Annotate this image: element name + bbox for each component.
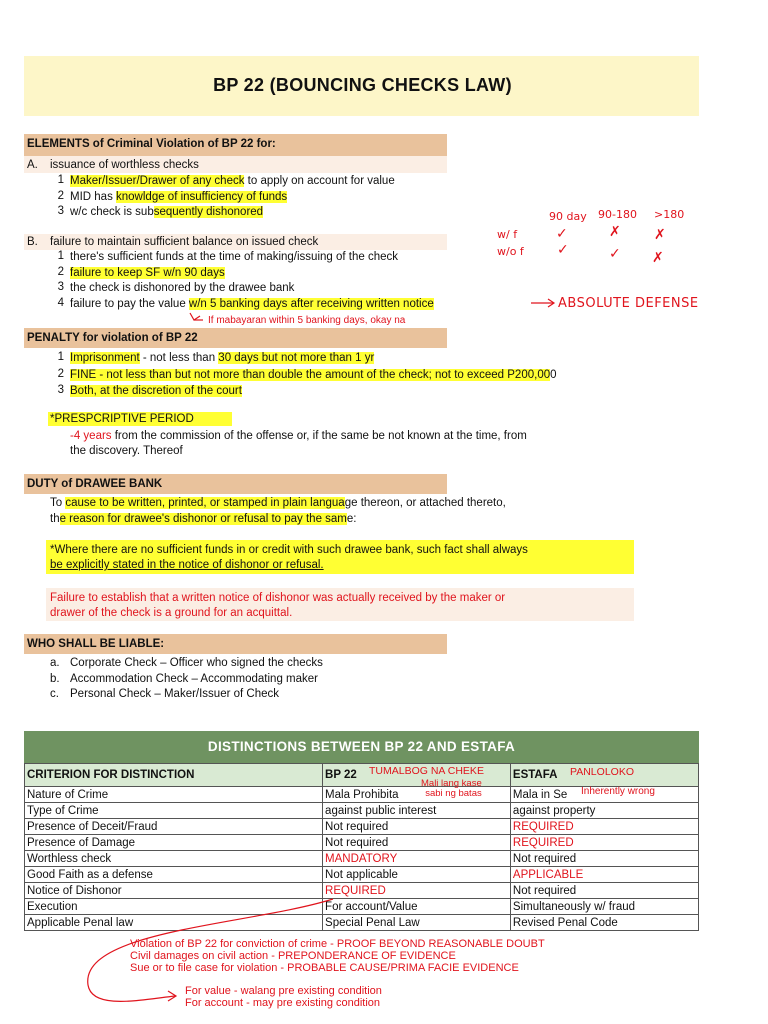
elements-a-text: issuance of worthless checks	[50, 159, 199, 171]
header-criterion: CRITERION FOR DISTINCTION	[25, 764, 323, 787]
execution-arrowhead	[168, 991, 176, 1001]
estafa-cell: REQUIRED	[510, 819, 698, 835]
grid-mark-r2c2: ✓	[609, 246, 621, 262]
criterion-cell: Applicable Penal law	[25, 915, 323, 931]
bp22-cell: Not applicable	[323, 867, 511, 883]
evidence-note: Sue or to file case for violation - PROBABLE CAUSE/PRIMA FACIE EVIDENCE	[130, 962, 519, 974]
duty-header: DUTY of DRAWEE BANK	[24, 474, 447, 494]
grid-row-2-label: w/o f	[497, 245, 524, 258]
elements-b-text: there's sufficient funds at the time of making/issuing of the check	[70, 251, 398, 263]
elements-a-label: A.	[27, 159, 38, 171]
elements-a-highlight: sequently dishonored	[153, 206, 264, 218]
duty-line-1-post: ge thereon, or attached thereto,	[344, 497, 506, 509]
elements-a-number: 3	[57, 205, 64, 217]
estafa-cell: APPLICABLE	[510, 867, 698, 883]
elements-b-item	[70, 297, 434, 311]
criterion-cell: Notice of Dishonor	[25, 883, 323, 899]
elements-b-number: 1	[57, 250, 64, 262]
table-row	[25, 819, 699, 835]
duty-line-2-post: e:	[346, 513, 357, 525]
liable-item: Accommodation Check – Accommodating maker	[70, 672, 318, 685]
table-row	[25, 803, 699, 819]
estafa-cell: Not required	[510, 851, 698, 867]
bp22-cell: Mala Prohibita	[323, 787, 511, 803]
grid-mark-r1c2: ✗	[609, 224, 621, 240]
absolute-defense-note: ABSOLUTE DEFENSE	[558, 296, 699, 311]
elements-a-item	[70, 174, 395, 188]
penalty-text: - not less than	[139, 352, 219, 364]
criterion-cell: Nature of Crime	[25, 787, 323, 803]
elements-b-text: the check is dishonored by the drawee bank	[70, 282, 295, 294]
liable-letter: a.	[50, 657, 60, 669]
elements-a-text: to apply on account for value	[244, 175, 395, 187]
bp22-cell: Not required	[323, 835, 511, 851]
bp22-cell: REQUIRED	[323, 883, 511, 899]
elements-a-highlight: knowldge of insufficiency of funds	[116, 190, 288, 203]
penalty-text: 0	[550, 368, 557, 381]
five-days-arrowhead	[190, 313, 200, 320]
duty-note-2-line-2: drawer of the check is a ground for an acquittal.	[50, 607, 293, 619]
prescriptive-label: *PRESPCRIPTIVE PERIOD	[48, 412, 232, 426]
elements-a-item	[70, 190, 287, 204]
duty-line-1-pre: To	[50, 497, 66, 509]
table-row	[25, 851, 699, 867]
elements-b-highlight: w/n 5 banking days after receiving written notice	[188, 297, 434, 310]
penalty-header: PENALTY for violation of BP 22	[24, 328, 447, 348]
criterion-cell: Type of Crime	[25, 803, 323, 819]
liable-item: Personal Check – Maker/Issuer of Check	[70, 688, 280, 700]
duty-note-2-line-1: Failure to establish that a written notice of dishonor was actually received by the maker or	[50, 592, 506, 604]
grid-mark-r1c3: ✗	[654, 227, 666, 243]
elements-b-text: failure to maintain sufficient balance on issued check	[50, 236, 319, 248]
grid-mark-r2c3: ✗	[652, 250, 664, 266]
criterion-cell: Presence of Damage	[25, 835, 323, 851]
prescriptive-text-1: from the commission of the offense or, if the same be not known at the time, from	[111, 430, 527, 442]
duty-line-1-highlight: cause to be written, printed, or stamped in plain langua	[65, 497, 345, 509]
five-days-note: If mabayaran within 5 banking days, okay na	[208, 315, 406, 326]
elements-b-number: 2	[57, 265, 64, 278]
penalty-highlight: 30 days but not more than 1 yr	[218, 352, 375, 364]
prescriptive-years: -4 years	[70, 430, 112, 442]
table-row	[25, 915, 699, 931]
criterion-cell: Worthless check	[25, 851, 323, 867]
liable-letter: c.	[50, 688, 59, 700]
criterion-cell: Good Faith as a defense	[25, 867, 323, 883]
estafa-cell: Simultaneously w/ fraud	[510, 899, 698, 915]
elements-a-text: MID has	[70, 190, 117, 203]
elements-a-highlight: Maker/Issuer/Drawer of any check	[70, 175, 245, 187]
elements-b-text: failure to pay the value	[70, 297, 189, 310]
duty-line-2-pre: th	[50, 513, 60, 525]
penalty-highlight: Imprisonment	[70, 352, 140, 364]
estafa-row-note: Inherently wrong	[581, 786, 655, 797]
duty-line-2-highlight: e reason for drawee's dishonor or refusal to pay the sam	[59, 513, 347, 525]
estafa-header-note: PANLOLOKO	[570, 766, 634, 778]
duty-note-1-line-2: be explicitly stated in the notice of dishonor or refusal.	[50, 559, 324, 571]
estafa-cell: Not required	[510, 883, 698, 899]
evidence-note: Violation of BP 22 for conviction of crime - PROOF BEYOND REASONABLE DOUBT	[130, 938, 545, 950]
penalty-item	[70, 384, 242, 398]
elements-b-label: B.	[27, 236, 38, 248]
elements-b-number: 4	[57, 296, 64, 309]
absolute-defense-arrowhead	[548, 299, 554, 307]
elements-b-number: 3	[57, 281, 64, 293]
duty-line-1	[50, 496, 506, 510]
table-row	[25, 835, 699, 851]
elements-b-item	[70, 250, 398, 264]
grid-mark-r1c1: ✓	[556, 226, 568, 242]
bp22-row-note: Mali lang kase sabi ng batas	[421, 778, 482, 799]
distinctions-table-title: DISTINCTIONS BETWEEN BP 22 AND ESTAFA	[24, 731, 699, 763]
penalty-number: 2	[57, 367, 64, 380]
page-title: BP 22 (BOUNCING CHECKS LAW)	[213, 75, 512, 95]
elements-a-number: 2	[57, 189, 64, 202]
penalty-highlight: FINE - not less than but not more than double the amount of the check; not to exceed P200,00	[70, 368, 551, 381]
elements-b-highlight: failure to keep SF w/n 90 days	[70, 266, 225, 279]
header-estafa-label: ESTAFA	[512, 769, 558, 781]
grid-row-1-label: w/ f	[497, 228, 518, 241]
table-row	[25, 899, 699, 915]
elements-a-item	[70, 205, 263, 219]
header-bp22-label: BP 22	[325, 769, 357, 781]
bp22-cell: Special Penal Law	[323, 915, 511, 931]
prescriptive-line-1	[70, 429, 527, 443]
estafa-cell: Mala in Se	[510, 787, 698, 803]
bp22-cell: Not required	[323, 819, 511, 835]
duty-line-2	[50, 512, 356, 526]
grid-col-3: >180	[654, 208, 685, 221]
liable-letter: b.	[50, 672, 60, 685]
penalty-item	[70, 368, 557, 382]
duty-note-1-line-1: *Where there are no sufficient funds in or credit with such drawee bank, such fact shall always	[50, 544, 528, 556]
penalty-number: 1	[57, 351, 64, 363]
elements-b-item	[70, 266, 225, 280]
liable-header: WHO SHALL BE LIABLE:	[24, 634, 447, 654]
grid-mark-r2c1: ✓	[557, 242, 569, 258]
elements-a-number: 1	[57, 174, 64, 186]
value-note: For value - walang pre existing condition	[185, 985, 382, 997]
value-note: For account - may pre existing condition	[185, 997, 381, 1009]
grid-col-1: 90 day	[549, 210, 587, 223]
bp22-header-note: TUMALBOG NA CHEKE	[369, 765, 484, 777]
evidence-note: Civil damages on civil action - PREPONDERANCE OF EVIDENCE	[130, 950, 456, 962]
elements-b-item	[70, 281, 294, 295]
criterion-cell: Execution	[25, 899, 323, 915]
penalty-item	[70, 351, 374, 365]
table-row	[25, 883, 699, 899]
bp22-cell: MANDATORY	[323, 851, 511, 867]
elements-header: ELEMENTS of Criminal Violation of BP 22 for:	[24, 134, 447, 156]
elements-a-text: w/c check is sub	[70, 206, 154, 218]
criterion-cell: Presence of Deceit/Fraud	[25, 819, 323, 835]
table-row	[25, 867, 699, 883]
penalty-number: 3	[57, 384, 64, 396]
prescriptive-text-2: the discovery. Thereof	[70, 445, 183, 457]
bp22-cell: For account/Value	[323, 899, 511, 915]
grid-col-2: 90-180	[598, 208, 637, 221]
estafa-cell: REQUIRED	[510, 835, 698, 851]
bp22-cell: against public interest	[323, 803, 511, 819]
estafa-cell: Revised Penal Code	[510, 915, 698, 931]
liable-item: Corporate Check – Officer who signed the checks	[70, 657, 323, 669]
penalty-highlight: Both, at the discretion of the court	[70, 385, 242, 397]
estafa-cell: against property	[510, 803, 698, 819]
